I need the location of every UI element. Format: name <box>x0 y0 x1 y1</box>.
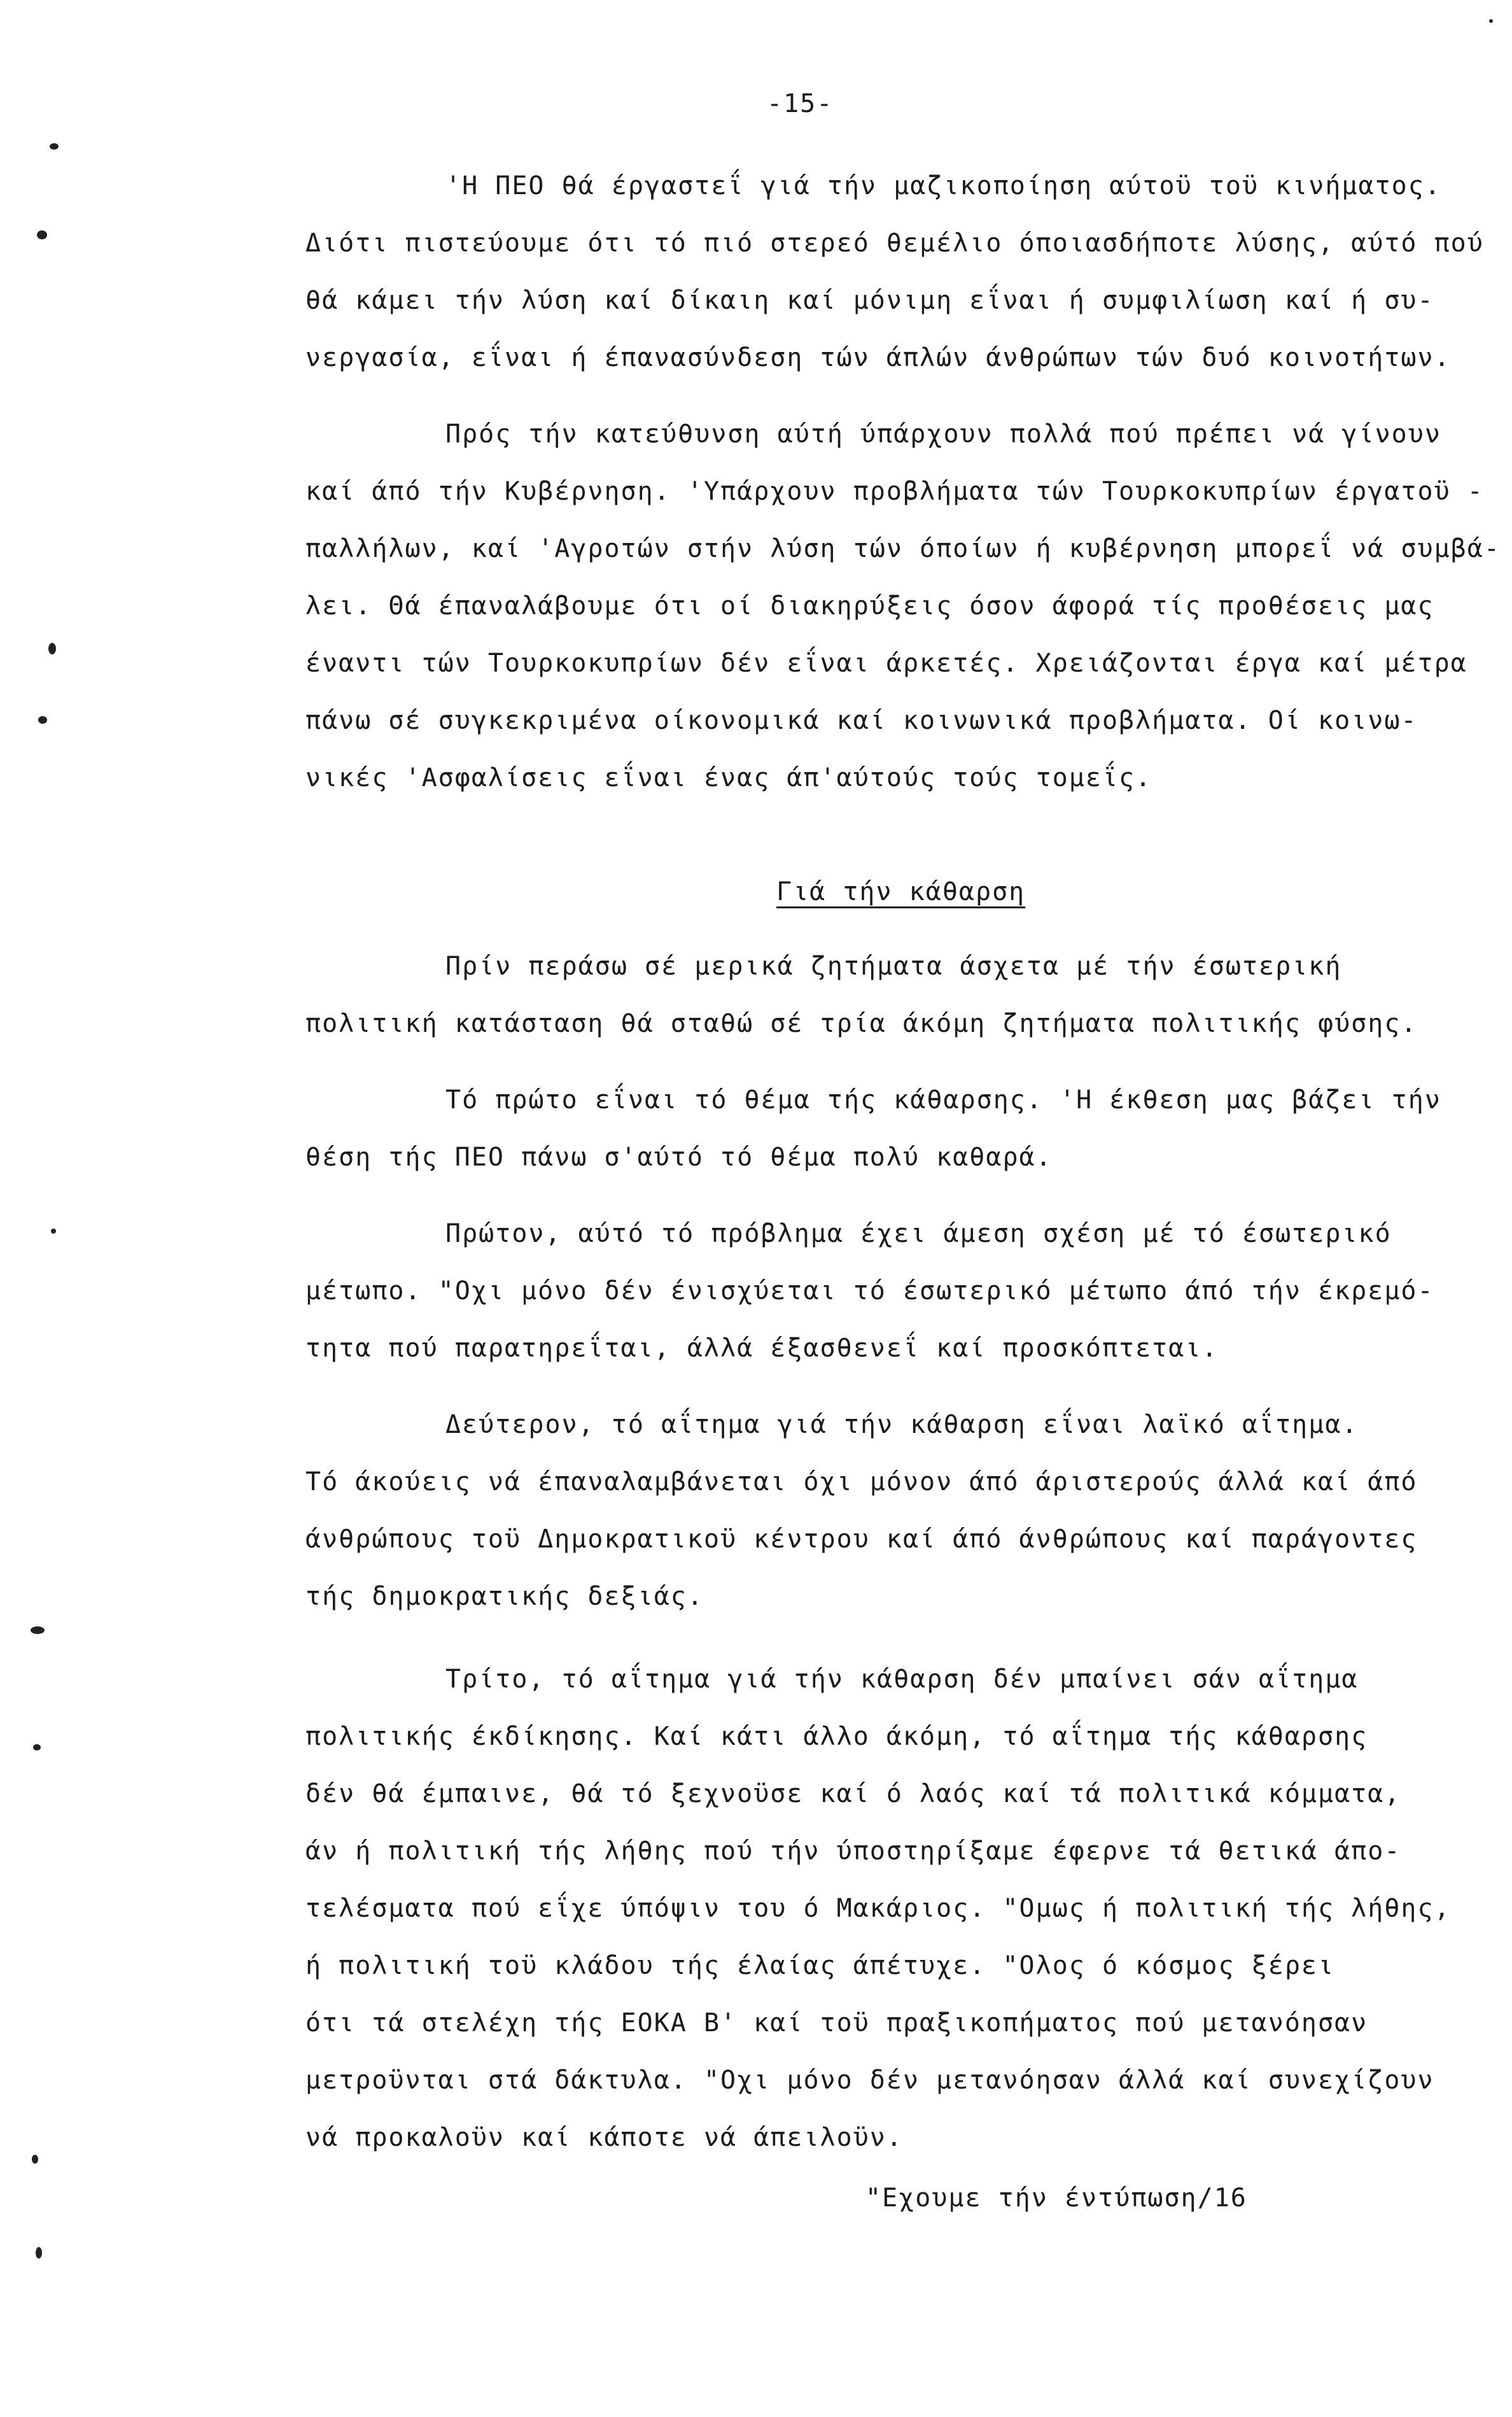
scan-mark <box>33 1744 41 1751</box>
text-line: θέση τής ΠΕΟ πάνω σ'αύτό τό θέμα πολύ καθαρά. <box>305 1143 1053 1172</box>
text-line: νά προκαλοϋν καί κάποτε νά άπειλοϋν. <box>305 2123 903 2152</box>
text-line: άνθρώπους τοϋ Δημοκρατικοϋ κέντρου καί άπό άνθρώπους καί παράγοντες <box>305 1525 1418 1554</box>
scan-mark <box>1489 19 1493 23</box>
text-line: Δεύτερον, τό αΐτημα γιά τήν κάθαρση εΐναι λαϊκό αΐτημα. <box>445 1410 1359 1439</box>
section-heading: Γιά τήν κάθαρση <box>776 877 1026 906</box>
scan-mark <box>36 2247 42 2258</box>
text-line: Τό πρώτο εΐναι τό θέμα τής κάθαρσης. 'Η έκθεση μας βάζει τήν <box>445 1085 1441 1115</box>
text-line: άν ή πολιτική τής λήθης πού τήν ύποστηρίξαμε έφερνε τά θετικά άπο- <box>305 1836 1401 1866</box>
text-line: μετροϋνται στά δάκτυλα. "Οχι μόνο δέν μετανόησαν άλλά καί συνεχίζουν <box>305 2066 1434 2095</box>
text-line: νεργασία, εΐναι ή έπανασύνδεση τών άπλών άνθρώπων τών δυό κοινοτήτων. <box>305 343 1451 372</box>
scan-mark <box>38 716 47 724</box>
text-line: ή πολιτική τοϋ κλάδου τής έλαίας άπέτυχε. "Ολος ό κόσμος ξέρει <box>305 1951 1335 1980</box>
text-line: Πρίν περάσω σέ μερικά ζητήματα άσχετα μέ τήν έσωτερική <box>445 952 1342 981</box>
text-line: νικές 'Ασφαλίσεις εΐναι ένας άπ'αύτούς τούς τομεΐς. <box>305 763 1152 793</box>
scan-mark <box>48 643 56 654</box>
text-line: θά κάμει τήν λύση καί δίκαιη καί μόνιμη εΐναι ή συμφιλίωση καί ή συ- <box>305 286 1434 315</box>
continuation-note: "Εχουμε τήν έντύπωση/16 <box>865 2183 1247 2213</box>
text-line: τής δημοκρατικής δεξιάς. <box>305 1582 704 1611</box>
text-line: πάνω σέ συγκεκριμένα οίκονομικά καί κοινωνικά προβλήματα. Οί κοινω- <box>305 706 1418 735</box>
text-line: Τρίτο, τό αΐτημα γιά τήν κάθαρση δέν μπαίνει σάν αΐτημα <box>445 1665 1359 1694</box>
scan-mark <box>31 1626 45 1634</box>
text-line: τητα πού παρατηρεΐται, άλλά έξασθενεΐ καί προσκόπτεται. <box>305 1334 1219 1363</box>
text-line: ότι τά στελέχη τής ΕΟΚΑ Β' καί τοϋ πραξικοπήματος πού μετανόησαν <box>305 2008 1368 2038</box>
scan-mark <box>51 1229 56 1234</box>
text-line: μέτωπο. "Οχι μόνο δέν ένισχύεται τό έσωτερικό μέτωπο άπό τήν έκρεμό- <box>305 1276 1434 1306</box>
page-number: -15- <box>767 89 834 118</box>
text-line: δέν θά έμπαινε, θά τό ξεχνοϋσε καί ό λαός καί τά πολιτικά κόμματα, <box>305 1779 1401 1808</box>
text-line: παλλήλων, καί 'Αγροτών στήν λύση τών όποίων ή κυβέρνηση μπορεΐ νά συμβά- <box>305 534 1501 563</box>
text-line: τελέσματα πού εΐχε ύπόψιν του ό Μακάριος. "Ομως ή πολιτική τής λήθης, <box>305 1894 1451 1923</box>
text-line: πολιτική κατάσταση θά σταθώ σέ τρία άκόμη ζητήματα πολιτικής φύσης. <box>305 1009 1418 1038</box>
text-line: Διότι πιστεύουμε ότι τό πιό στερεό θεμέλιο όποιασδήποτε λύσης, αύτό πού <box>305 229 1484 258</box>
scan-mark <box>50 143 59 150</box>
text-line: λει. Θά έπαναλάβουμε ότι οί διακηρύξεις όσον άφορά τίς προθέσεις μας <box>305 591 1434 621</box>
scan-mark <box>32 2155 38 2164</box>
text-line: Πρός τήν κατεύθυνση αύτή ύπάρχουν πολλά πού πρέπει νά γίνουν <box>445 419 1441 449</box>
text-line: καί άπό τήν Κυβέρνηση. 'Υπάρχουν προβλήματα τών Τουρκοκυπρίων έργατοϋ - <box>305 477 1484 506</box>
scan-mark <box>37 230 47 239</box>
text-line: 'Η ΠΕΟ θά έργαστεΐ γιά τήν μαζικοποίηση αύτοϋ τοϋ κινήματος. <box>445 171 1441 201</box>
text-line: Τό άκούεις νά έπαναλαμβάνεται όχι μόνον άπό άριστερούς άλλά καί άπό <box>305 1467 1418 1497</box>
text-line: πολιτικής έκδίκησης. Καί κάτι άλλο άκόμη, τό αΐτημα τής κάθαρσης <box>305 1722 1368 1751</box>
text-line: Πρώτον, αύτό τό πρόβλημα έχει άμεση σχέση μέ τό έσωτερικό <box>445 1219 1392 1248</box>
text-line: έναντι τών Τουρκοκυπρίων δέν εΐναι άρκετές. Χρειάζονται έργα καί μέτρα <box>305 649 1467 678</box>
